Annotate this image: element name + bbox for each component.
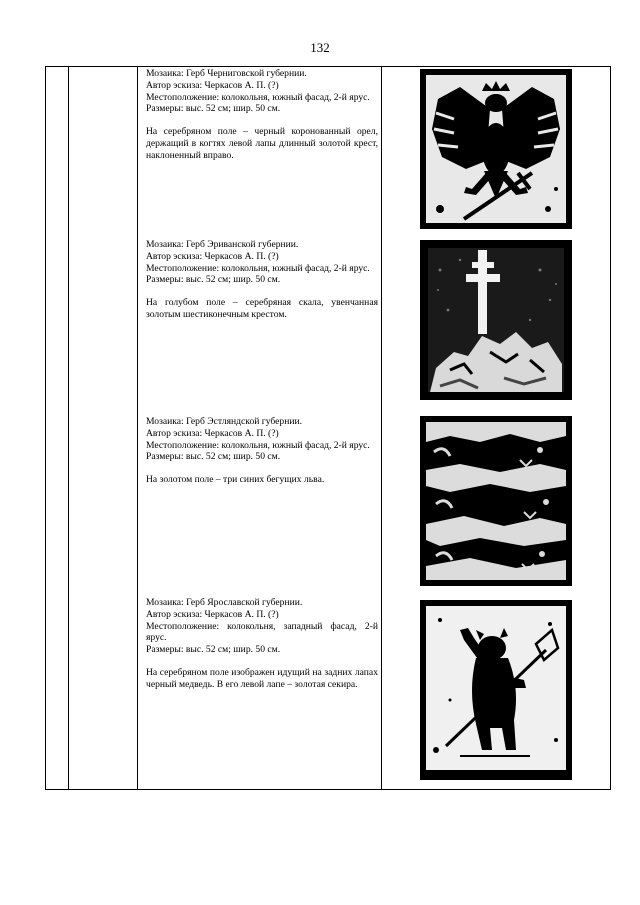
- coat-of-arms-photo: [420, 416, 572, 586]
- catalog-table: [45, 66, 611, 790]
- three-lions-coat-of-arms-icon: [420, 416, 572, 586]
- entry-title: Мозаика: Герб Черниговской губернии.: [146, 68, 307, 79]
- entry-size: Размеры: выс. 52 см; шир. 50 см.: [146, 644, 281, 656]
- coat-of-arms-photo: [420, 240, 572, 400]
- entry-title: Мозаика: Герб Эстляндской губернии.: [146, 416, 302, 427]
- entry-author: Автор эскиза: Черкасов А. П. (?): [146, 79, 279, 91]
- entry-text: На серебряном поле – черный коронованный орел, держащий в когтях левой лапы длинный золотой крест, наклоненный вправо.: [146, 126, 378, 161]
- coat-of-arms-photo: [420, 600, 572, 780]
- entry-text: На голубом поле – серебряная скала, увенчанная золотым шестиконечным крестом.: [146, 297, 378, 320]
- entry-size: Размеры: выс. 52 см; шир. 50 см.: [146, 451, 281, 463]
- column-divider: [137, 67, 138, 789]
- coat-of-arms-photo: [420, 69, 572, 229]
- entry-location: Местоположение: колокольня, западный фасад, 2-й ярус.: [146, 620, 378, 644]
- entry-author: Автор эскиза: Черкасов А. П. (?): [146, 250, 279, 262]
- bear-with-axe-coat-of-arms-icon: [420, 600, 572, 780]
- entry-description: [146, 68, 378, 162]
- entry-size: Размеры: выс. 52 см; шир. 50 см.: [146, 274, 281, 286]
- entry-description: [146, 239, 378, 321]
- entry-text: На серебряном поле изображен идущий на задних лапах черный медведь. В его левой лапе – золотая секира.: [146, 666, 378, 690]
- cross-on-rock-coat-of-arms-icon: [420, 240, 572, 400]
- entry-location: Местоположение: колокольня, южный фасад, 2-й ярус.: [146, 91, 370, 103]
- entry-author: Автор эскиза: Черкасов А. П. (?): [146, 427, 279, 439]
- column-divider: [381, 67, 382, 789]
- entry-title: Мозаика: Герб Эриванской губернии.: [146, 239, 299, 250]
- entry-title: Мозаика: Герб Ярославской губернии.: [146, 597, 303, 608]
- entry-location: Местоположение: колокольня, южный фасад, 2-й ярус.: [146, 439, 370, 451]
- entry-location: Местоположение: колокольня, южный фасад, 2-й ярус.: [146, 262, 370, 274]
- entry-author: Автор эскиза: Черкасов А. П. (?): [146, 608, 279, 620]
- entry-description: [146, 597, 378, 691]
- entry-description: [146, 416, 378, 486]
- eagle-coat-of-arms-icon: [420, 69, 572, 229]
- page-number: 132: [310, 40, 330, 55]
- entry-size: Размеры: выс. 52 см; шир. 50 см.: [146, 103, 281, 115]
- entry-text: На золотом поле – три синих бегущих льва.: [146, 474, 325, 486]
- column-divider: [68, 67, 69, 789]
